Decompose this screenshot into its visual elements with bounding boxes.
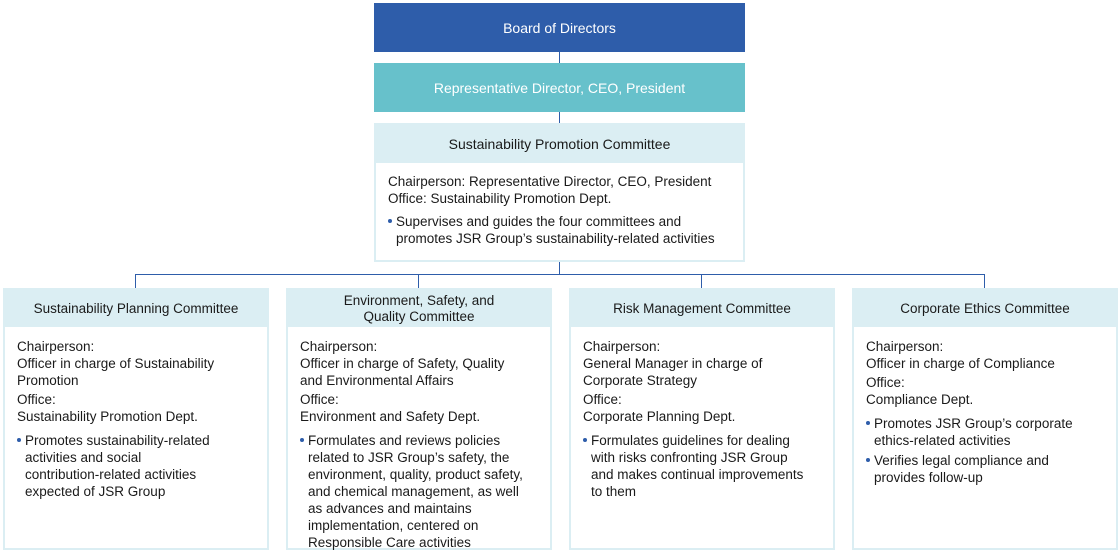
chair-label: Chairperson:	[583, 339, 661, 354]
chair-value: Corporate Strategy	[583, 373, 698, 388]
spc-chair: Chairperson: Representative Director, CEO, President	[388, 174, 712, 189]
committee-body	[288, 327, 550, 551]
bullet-line: implementation, centered on	[308, 518, 479, 533]
bullet-line: provides follow-up	[874, 470, 983, 485]
environment-safety-quality-committee-box	[286, 288, 552, 550]
chair-label: Chairperson:	[300, 339, 378, 354]
connector-drop-3	[701, 274, 702, 288]
chair-label: Chairperson:	[866, 339, 944, 354]
committee-header	[288, 290, 550, 327]
bullet-line: Formulates guidelines for dealing	[591, 433, 790, 448]
spc-body	[376, 163, 743, 247]
committee-header	[854, 290, 1116, 327]
committee-title: Quality Committee	[363, 308, 475, 324]
bullet-line: environment, quality, product safety,	[308, 467, 523, 482]
bullet-line: and chemical management, as well	[308, 484, 519, 499]
committee-title: Corporate Ethics Committee	[900, 300, 1070, 316]
spc-bullet-line: Supervises and guides the four committees and	[396, 214, 682, 229]
spc-title: Sustainability Promotion Committee	[448, 136, 671, 152]
committee-bullet	[866, 452, 1110, 486]
connector-board-ceo	[559, 52, 560, 63]
board-label: Board of Directors	[503, 19, 616, 36]
bullet-line: Promotes sustainability-related	[25, 433, 210, 448]
sustainability-promotion-committee-box	[374, 123, 745, 262]
connector-drop-2	[418, 274, 419, 288]
ceo-label: Representative Director, CEO, President	[433, 79, 686, 96]
connector-drop-1	[135, 274, 136, 288]
chair-value: Promotion	[17, 373, 79, 388]
office-label: Office:	[866, 375, 905, 390]
connector-bus	[135, 274, 985, 275]
committee-header	[571, 290, 833, 327]
bullet-line: Formulates and reviews policies	[308, 433, 501, 448]
connector-drop-4	[984, 274, 985, 288]
office-value: Environment and Safety Dept.	[300, 409, 481, 424]
chair-value: Officer in charge of Safety, Quality	[300, 356, 505, 371]
spc-bullet	[388, 213, 743, 247]
ceo-box	[374, 63, 745, 112]
spc-bullet-line: promotes JSR Group’s sustainability-related activities	[396, 231, 715, 246]
committee-bullet	[300, 432, 544, 551]
chair-value: Officer in charge of Compliance	[866, 356, 1055, 371]
chair-value: General Manager in charge of	[583, 356, 763, 371]
bullet-line: related to JSR Group’s safety, the	[308, 450, 510, 465]
bullet-line: activities and social	[25, 450, 142, 465]
bullet-line: Verifies legal compliance and	[874, 453, 1049, 468]
spc-header	[376, 125, 743, 163]
committee-bullet	[17, 432, 261, 500]
chair-value: and Environmental Affairs	[300, 373, 454, 388]
bullet-line: Promotes JSR Group’s corporate	[874, 416, 1073, 431]
committee-bullet	[866, 415, 1110, 449]
chair-value: Officer in charge of Sustainability	[17, 356, 215, 371]
committee-bullet	[583, 432, 827, 500]
bullet-line: to them	[591, 484, 637, 499]
committee-body	[571, 327, 833, 500]
sustainability-planning-committee-box	[3, 288, 269, 550]
bullet-line: expected of JSR Group	[25, 484, 166, 499]
office-value: Compliance Dept.	[866, 392, 974, 407]
bullet-line: ethics-related activities	[874, 433, 1011, 448]
bullet-line: contribution-related activities	[25, 467, 197, 482]
bullet-line: as advances and maintains	[308, 501, 472, 516]
office-value: Corporate Planning Dept.	[583, 409, 736, 424]
committee-header	[5, 290, 267, 327]
risk-management-committee-box	[569, 288, 835, 550]
office-label: Office:	[300, 392, 339, 407]
bullet-line: with risks confronting JSR Group	[591, 450, 788, 465]
office-label: Office:	[17, 392, 56, 407]
bullet-line: Responsible Care activities	[308, 535, 471, 550]
spc-office: Office: Sustainability Promotion Dept.	[388, 191, 612, 206]
committee-body	[854, 327, 1116, 486]
committee-body	[5, 327, 267, 500]
connector-ceo-spc	[559, 112, 560, 123]
office-label: Office:	[583, 392, 622, 407]
board-of-directors-box	[374, 3, 745, 52]
office-value: Sustainability Promotion Dept.	[17, 409, 198, 424]
committee-title: Environment, Safety, and	[343, 292, 495, 308]
committee-title: Sustainability Planning Committee	[33, 300, 239, 316]
connector-spc-bus	[559, 262, 560, 274]
corporate-ethics-committee-box	[852, 288, 1118, 550]
chair-label: Chairperson:	[17, 339, 95, 354]
committee-title: Risk Management Committee	[613, 300, 791, 316]
bullet-line: and makes continual improvements	[591, 467, 804, 482]
